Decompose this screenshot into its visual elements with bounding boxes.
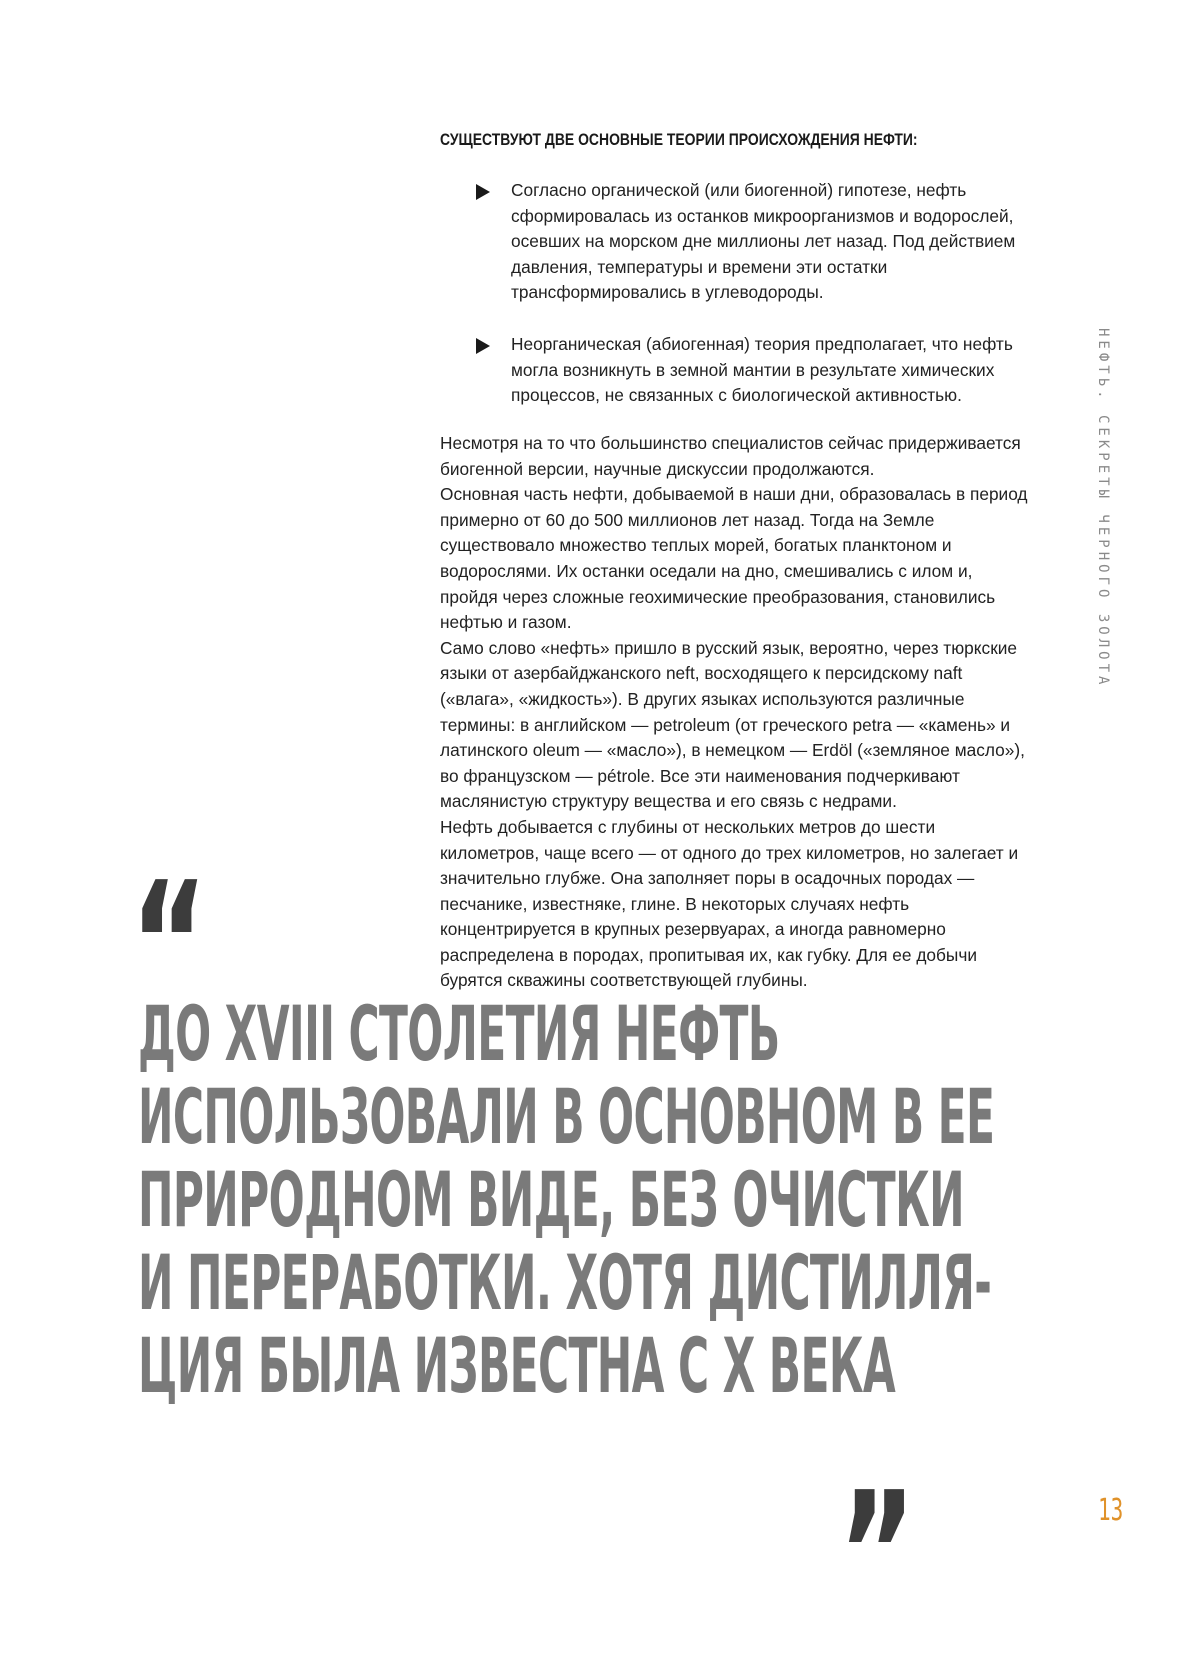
triangle-bullet-icon (476, 184, 490, 200)
pull-quote-line: ДО XVIII СТОЛЕТИЯ НЕФТЬ (138, 989, 780, 1078)
theory-list (476, 178, 1036, 435)
close-quote-icon: ” (838, 1456, 917, 1654)
triangle-bullet-icon (476, 338, 490, 354)
paragraph: Основная часть нефти, добываемой в наши дни, образовалась в период примерно от 60 до 500 миллионов лет назад. Тогда на Земле существовало множество теплых морей, богатых планктоном и водорослями. Их останки оседали на дно, смешивались с илом и, пройдя через сложные геохимические преобразования, становились нефтью и газом. (440, 484, 1028, 633)
running-title: НЕФТЬ. СЕКРЕТЫ ЧЕРНОГО ЗОЛОТА (1095, 328, 1111, 689)
list-item (476, 178, 1036, 306)
page-number: 13 (1098, 1493, 1124, 1528)
paragraph: Несмотря на то что большинство специалистов сейчас придерживается биогенной версии, научные дискуссии продолжаются. (440, 433, 1021, 479)
pull-quote-line: ИСПОЛЬЗОВАЛИ В ОСНОВНОМ В ЕЕ (138, 1072, 995, 1161)
pull-quote (138, 989, 1188, 1410)
pull-quote-line: ЦИЯ БЫЛА ИЗВЕСТНА С Х ВЕКА (138, 1321, 896, 1410)
section-heading: СУЩЕСТВУЮТ ДВЕ ОСНОВНЫЕ ТЕОРИИ ПРОИСХОЖДЕНИЯ НЕФТИ: (440, 130, 918, 149)
paragraph: Нефть добывается с глубины от нескольких метров до шести километров, чаще всего — от одного до трех километров, но залегает и значительно глубже. Она заполняет поры в осадочных породах — песчанике, известняке, глине. В некоторых случаях нефть концентрируется в крупных резервуарах, а иногда равномерно распределена в породах, пропитывая их, как губку. Для ее добычи бурятся скважины соответствующей глубины. (440, 816, 1019, 991)
pull-quote-line: ПРИРОДНОМ ВИДЕ, БЕЗ ОЧИСТКИ (138, 1155, 964, 1244)
bullet-text: Согласно органической (или биогенной) гипотезе, нефть сформировалась из останков микроорганизмов и водорослей, осевших на морском дне миллионы лет назад. Под действием давления, температуры и времени эти остатки трансформировались в углеводороды. (511, 180, 1016, 303)
bullet-text: Неорганическая (абиогенная) теория предполагает, что нефть могла возникнуть в земной мантии в результате химических процессов, не связанных с биологической активностью. (511, 333, 1013, 406)
body-text (440, 431, 1030, 994)
pull-quote-line: И ПЕРЕРАБОТКИ. ХОТЯ ДИСТИЛЛЯ- (138, 1238, 992, 1327)
list-item (476, 332, 1036, 409)
paragraph: Само слово «нефть» пришло в русский язык, вероятно, через тюркские языки от азербайджанского neft, восходящего к персидскому naft («влага», «жидкость»). В других языках используются различные термины: в английском — petroleum (от греческого petra — «камень» и латинского oleum — «масло»), в немецком — Erdöl («земляное масло»), во французском — pétrole. Все эти наименования подчеркивают маслянистую структуру вещества и его связь с недрами. (440, 637, 1025, 812)
open-quote-icon: “ (130, 846, 209, 1044)
